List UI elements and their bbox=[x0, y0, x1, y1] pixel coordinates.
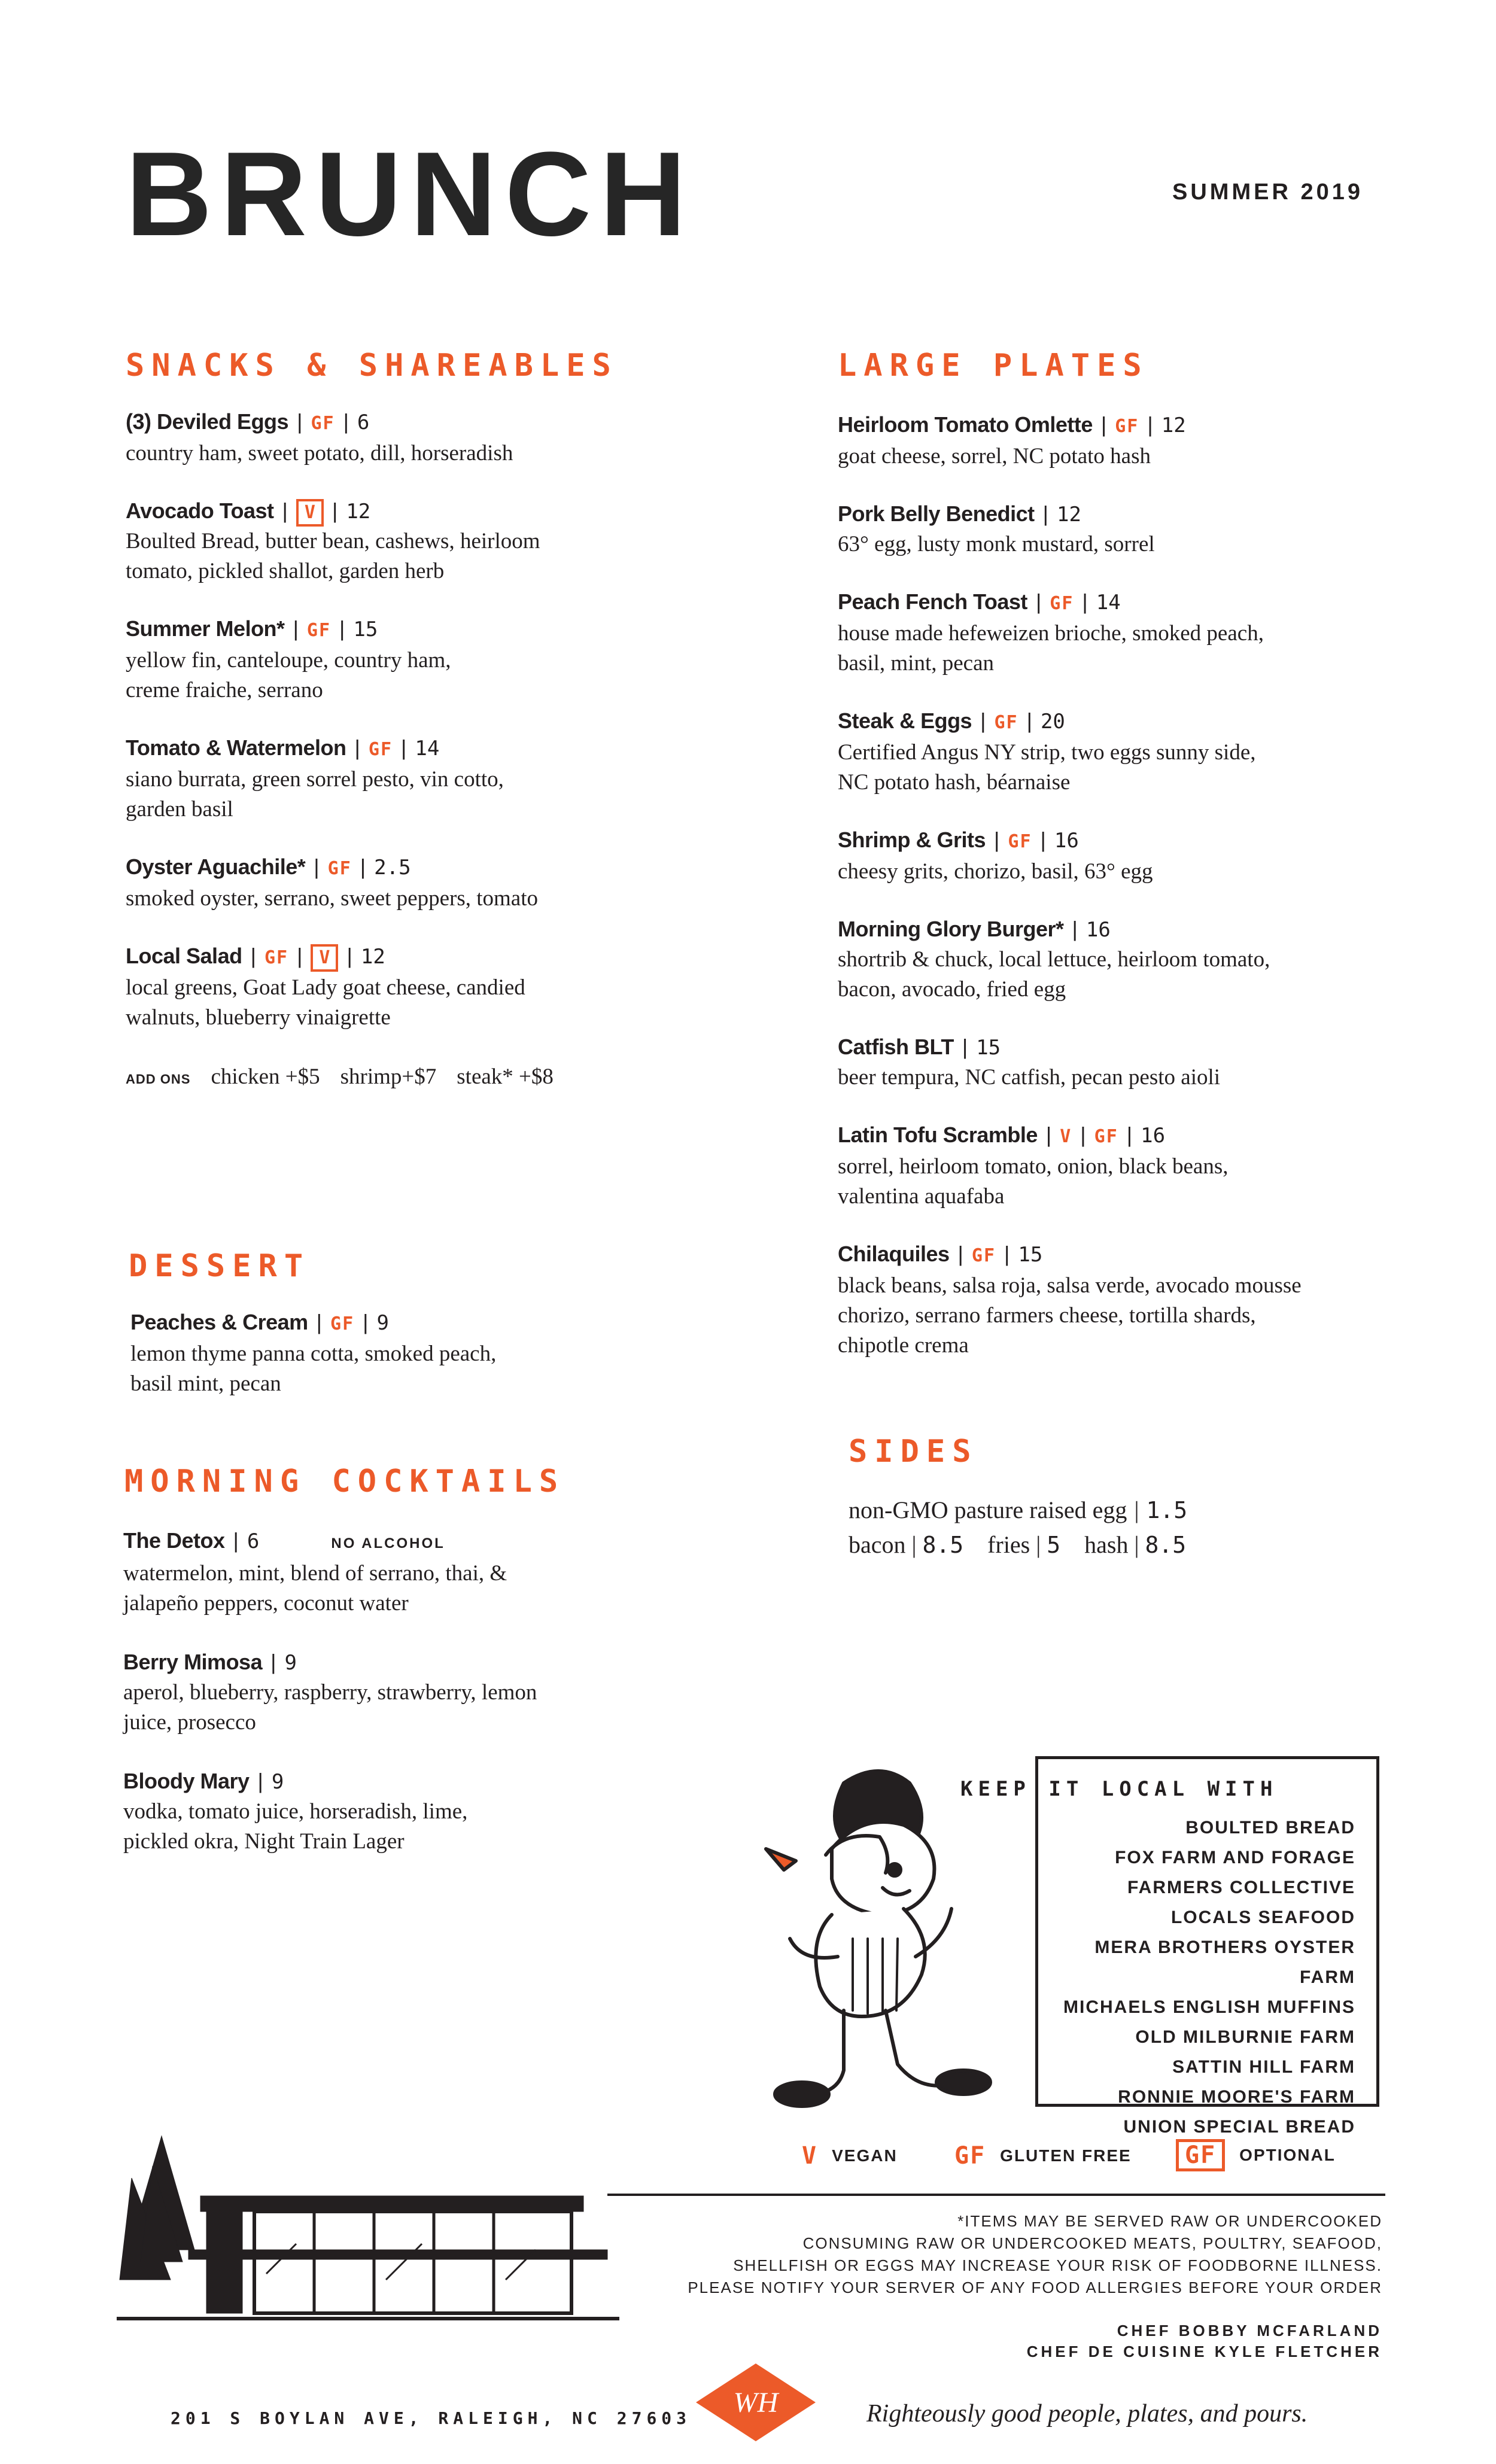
menu-item-header bbox=[123, 1766, 770, 1797]
menu-item-separator: | bbox=[1042, 501, 1048, 526]
side-label: hash bbox=[1084, 1531, 1129, 1558]
menu-item-price: 14 bbox=[415, 737, 440, 761]
menu-item bbox=[838, 1032, 1436, 1093]
menu-item-description: jalapeño peppers, coconut water bbox=[123, 1591, 409, 1616]
menu-item-description: watermelon, mint, blend of serrano, thai, & bbox=[123, 1561, 507, 1586]
optional-dietary-tag: V bbox=[296, 499, 324, 527]
dietary-tag: GF bbox=[306, 620, 332, 641]
side-label: bacon bbox=[849, 1531, 906, 1558]
menu-title: BRUNCH bbox=[126, 127, 695, 261]
menu-item-description: bacon, avocado, fried egg bbox=[838, 977, 1066, 1002]
menu-item-description: lemon thyme panna cotta, smoked peach, bbox=[130, 1341, 497, 1366]
menu-item-separator: | bbox=[282, 498, 288, 523]
side-egg-label: non-GMO pasture raised egg bbox=[849, 1496, 1127, 1523]
menu-item-description: sorrel, heirloom tomato, onion, black beans, bbox=[838, 1154, 1229, 1179]
menu-item bbox=[126, 941, 772, 1033]
chef-credits bbox=[1027, 2320, 1382, 2362]
menu-item-name: Catfish BLT bbox=[838, 1035, 954, 1059]
menu-item-separator: | bbox=[363, 1310, 369, 1334]
menu-item-name: Peach Fench Toast bbox=[838, 589, 1027, 614]
menu-item bbox=[123, 1526, 770, 1619]
menu-item-name: Chilaquiles bbox=[838, 1242, 950, 1266]
menu-item-description: valentina aquafaba bbox=[838, 1184, 1005, 1209]
menu-item-name: Local Salad bbox=[126, 944, 242, 968]
disclaimer-line: PLEASE NOTIFY YOUR SERVER OF ANY FOOD ALLERGIES BEFORE YOUR ORDER bbox=[688, 2279, 1382, 2296]
menu-item-description: Boulted Bread, butter bean, cashews, heirloom bbox=[126, 529, 540, 553]
local-partner: LOCALS SEAFOOD bbox=[1170, 1908, 1355, 1927]
menu-item bbox=[838, 587, 1436, 679]
section-heading-dessert: DESSERT bbox=[129, 1248, 311, 1284]
dietary-tag: V bbox=[1060, 1126, 1072, 1147]
menu-item-price: 12 bbox=[1161, 413, 1186, 437]
menu-item-name: Latin Tofu Scramble bbox=[838, 1123, 1038, 1147]
menu-item-separator: | bbox=[360, 854, 366, 879]
dessert-list bbox=[130, 1307, 777, 1428]
menu-item-separator: | bbox=[297, 409, 303, 434]
menu-item-name: Avocado Toast bbox=[126, 498, 274, 523]
disclaimer-line: SHELLFISH OR EGGS MAY INCREASE YOUR RISK OF FOODBORNE ILLNESS. bbox=[733, 2256, 1382, 2274]
add-ons-label: ADD ONS bbox=[126, 1072, 191, 1087]
menu-item-price: 20 bbox=[1040, 710, 1065, 734]
local-partner: BOULTED BREAD bbox=[1185, 1818, 1355, 1838]
menu-item-separator: | bbox=[233, 1528, 239, 1553]
season-label: SUMMER 2019 bbox=[1172, 180, 1363, 205]
menu-item-price: 16 bbox=[1054, 829, 1079, 853]
menu-item-description: country ham, sweet potato, dill, horseradish bbox=[126, 441, 513, 466]
menu-item-header bbox=[838, 825, 1436, 857]
menu-item bbox=[123, 1647, 770, 1738]
menu-item-separator: | bbox=[1026, 708, 1032, 733]
chef-name: CHEF BOBBY MCFARLAND bbox=[1117, 2322, 1382, 2340]
side-price: 8.5 bbox=[1145, 1532, 1187, 1558]
menu-item-description: chorizo, serrano farmers cheese, tortilla shards, bbox=[838, 1303, 1256, 1328]
dietary-tag: GF bbox=[327, 858, 352, 879]
add-ons-row bbox=[126, 1061, 772, 1094]
menu-item-price: 16 bbox=[1085, 918, 1111, 942]
menu-item-name: Peaches & Cream bbox=[130, 1310, 308, 1334]
menu-item-separator: | bbox=[346, 944, 352, 968]
menu-item-description: 63° egg, lusty monk mustard, sorrel bbox=[838, 532, 1155, 556]
menu-item-price: 6 bbox=[357, 410, 370, 434]
menu-item-description: house made hefeweizen brioche, smoked peach, bbox=[838, 621, 1264, 646]
menu-item bbox=[838, 1120, 1436, 1212]
menu-item-description: basil, mint, pecan bbox=[838, 651, 994, 676]
menu-item-description: siano burrata, green sorrel pesto, vin cotto, bbox=[126, 767, 504, 792]
large-plates-list bbox=[838, 410, 1436, 1389]
menu-item-separator: | bbox=[343, 409, 349, 434]
menu-item-name: Bloody Mary bbox=[123, 1769, 250, 1793]
running-chef-mascot-illustration bbox=[742, 1759, 1029, 2112]
menu-item-price: 14 bbox=[1096, 591, 1121, 615]
side-egg bbox=[849, 1493, 1447, 1528]
menu-item bbox=[126, 733, 772, 825]
menu-item-description: creme fraiche, serrano bbox=[126, 678, 323, 702]
menu-item-description: cheesy grits, chorizo, basil, 63° egg bbox=[838, 859, 1153, 884]
menu-item-separator: | bbox=[962, 1035, 968, 1059]
menu-item-name: Morning Glory Burger* bbox=[838, 917, 1064, 941]
local-partners-heading: KEEP IT LOCAL WITH bbox=[960, 1777, 1278, 1801]
dietary-tag: GF bbox=[1094, 1126, 1118, 1147]
side-price: 8.5 bbox=[922, 1532, 964, 1558]
menu-item-name: Pork Belly Benedict bbox=[838, 501, 1035, 526]
menu-item-description: local greens, Goat Lady goat cheese, candied bbox=[126, 975, 525, 1000]
menu-item-description: basil mint, pecan bbox=[130, 1371, 281, 1396]
menu-item bbox=[838, 1239, 1436, 1361]
menu-item bbox=[126, 614, 772, 705]
menu-item-header bbox=[123, 1647, 770, 1678]
menu-item-price: 12 bbox=[346, 500, 371, 524]
local-partner: UNION SPECIAL BREAD bbox=[1123, 2117, 1355, 2137]
menu-item-name: (3) Deviled Eggs bbox=[126, 409, 289, 434]
side-separator: | bbox=[905, 1531, 923, 1558]
menu-item bbox=[838, 706, 1436, 798]
menu-item-separator: | bbox=[297, 944, 303, 968]
menu-item-separator: | bbox=[257, 1769, 263, 1793]
menu-item-separator: | bbox=[332, 498, 338, 523]
menu-item-separator: | bbox=[980, 708, 986, 733]
menu-item-price: 9 bbox=[271, 1770, 284, 1794]
dietary-tag: GF bbox=[1115, 416, 1139, 437]
menu-item bbox=[126, 496, 772, 586]
menu-item-name: The Detox bbox=[123, 1528, 225, 1553]
dietary-tag: GF bbox=[368, 739, 393, 760]
dietary-tag: GF bbox=[1050, 593, 1074, 614]
local-partner: OLD MILBURNIE FARM bbox=[1135, 2027, 1355, 2047]
menu-item-description: tomato, pickled shallot, garden herb bbox=[126, 559, 445, 583]
menu-item-description: smoked oyster, serrano, sweet peppers, tomato bbox=[126, 886, 538, 911]
legend-optional bbox=[1176, 2139, 1336, 2171]
dietary-tag: GF bbox=[311, 413, 335, 434]
menu-item-description: juice, prosecco bbox=[123, 1710, 256, 1735]
side-price: 5 bbox=[1047, 1532, 1061, 1558]
menu-item-header bbox=[130, 1307, 777, 1339]
side-separator: | bbox=[1128, 1531, 1145, 1558]
menu-item-separator: | bbox=[1082, 589, 1088, 614]
section-heading-large-plates: LARGE PLATES bbox=[838, 348, 1149, 384]
menu-item-price: 9 bbox=[284, 1651, 297, 1675]
menu-item-header bbox=[838, 914, 1436, 945]
menu-item-separator: | bbox=[1126, 1123, 1133, 1147]
raw-food-disclaimer bbox=[688, 2210, 1382, 2299]
menu-item-separator: | bbox=[1072, 917, 1078, 941]
menu-item-description: vodka, tomato juice, horseradish, lime, bbox=[123, 1799, 468, 1824]
menu-item-description: beer tempura, NC catfish, pecan pesto aioli bbox=[838, 1065, 1221, 1090]
local-partner: FARMERS COLLECTIVE bbox=[1127, 1878, 1355, 1897]
menu-item-header bbox=[838, 587, 1436, 619]
menu-item-name: Heirloom Tomato Omlette bbox=[838, 412, 1093, 437]
dietary-tag: GF bbox=[330, 1313, 355, 1334]
restaurant-address: 201 S BOYLAN AVE, RALEIGH, NC 27603 bbox=[171, 2408, 692, 2428]
section-heading-cocktails: MORNING COCKTAILS bbox=[124, 1464, 565, 1499]
restaurant-tagline: Righteously good people, plates, and pours. bbox=[866, 2400, 1308, 2428]
disclaimer-line: CONSUMING RAW OR UNDERCOOKED MEATS, POULTRY, SEAFOOD, bbox=[802, 2234, 1382, 2252]
menu-item bbox=[838, 499, 1436, 559]
snacks-list bbox=[126, 407, 772, 1094]
menu-item-description: black beans, salsa roja, salsa verde, avocado mousse bbox=[838, 1273, 1302, 1298]
dietary-tag: GF bbox=[264, 947, 289, 968]
menu-item-description: walnuts, blueberry vinaigrette bbox=[126, 1005, 391, 1030]
menu-item-price: 12 bbox=[1056, 503, 1081, 527]
menu-item-price: 15 bbox=[353, 617, 378, 641]
wh-logo-text: WH bbox=[733, 2387, 779, 2419]
local-partner: MICHAELS ENGLISH MUFFINS bbox=[1063, 1997, 1355, 2017]
menu-item-description: yellow fin, canteloupe, country ham, bbox=[126, 648, 451, 673]
menu-item-note: NO ALCOHOL bbox=[331, 1535, 445, 1552]
add-on-option: shrimp+$7 bbox=[340, 1064, 437, 1089]
menu-item-price: 16 bbox=[1141, 1124, 1166, 1148]
menu-item-price: 15 bbox=[1018, 1243, 1043, 1267]
wh-logo-icon bbox=[693, 2360, 819, 2444]
menu-item-separator: | bbox=[957, 1242, 963, 1266]
side-separator: | bbox=[1030, 1531, 1047, 1558]
menu-item-separator: | bbox=[1004, 1242, 1010, 1266]
menu-item bbox=[126, 852, 772, 914]
menu-item-description: NC potato hash, béarnaise bbox=[838, 770, 1071, 795]
cocktails-list bbox=[123, 1526, 770, 1885]
optional-label: OPTIONAL bbox=[1239, 2146, 1336, 2164]
side-separator: | bbox=[1134, 1496, 1139, 1523]
sides-list bbox=[849, 1493, 1447, 1562]
side-egg-price: 1.5 bbox=[1146, 1497, 1188, 1523]
menu-item-separator: | bbox=[293, 616, 299, 641]
menu-item-header bbox=[126, 852, 772, 884]
menu-item-separator: | bbox=[354, 735, 360, 760]
local-partner: FOX FARM AND FORAGE bbox=[1115, 1848, 1355, 1867]
menu-item-separator: | bbox=[1100, 412, 1107, 437]
footer-divider bbox=[607, 2194, 1385, 2196]
menu-item-header bbox=[838, 499, 1436, 530]
menu-item-name: Tomato & Watermelon bbox=[126, 735, 346, 760]
menu-item bbox=[838, 825, 1436, 887]
menu-item-description: chipotle crema bbox=[838, 1333, 969, 1358]
menu-item-header bbox=[838, 1120, 1436, 1152]
menu-item-header bbox=[126, 407, 772, 439]
side-label: fries bbox=[987, 1531, 1030, 1558]
legend-vegan bbox=[802, 2142, 898, 2170]
local-partners-list bbox=[1038, 1813, 1355, 2142]
menu-item-header bbox=[838, 1239, 1436, 1271]
menu-item-description: aperol, blueberry, raspberry, strawberry, lemon bbox=[123, 1680, 537, 1705]
menu-item-description: goat cheese, sorrel, NC potato hash bbox=[838, 444, 1151, 469]
menu-item-separator: | bbox=[401, 735, 407, 760]
menu-item bbox=[123, 1766, 770, 1857]
vegan-mark: V bbox=[802, 2142, 818, 2170]
menu-item-header bbox=[838, 1032, 1436, 1063]
menu-item-separator: | bbox=[314, 854, 320, 879]
add-on-option: chicken +$5 bbox=[211, 1064, 320, 1089]
menu-item-name: Shrimp & Grits bbox=[838, 828, 986, 852]
menu-item-header bbox=[838, 706, 1436, 738]
add-on-option: steak* +$8 bbox=[457, 1064, 554, 1089]
menu-item-header bbox=[126, 941, 772, 973]
legend-gluten-free bbox=[954, 2142, 1132, 2170]
menu-item-header bbox=[838, 410, 1436, 442]
optional-mark: GF bbox=[1176, 2139, 1225, 2171]
disclaimer-line: *ITEMS MAY BE SERVED RAW OR UNDERCOOKED bbox=[957, 2212, 1382, 2230]
menu-item bbox=[838, 914, 1436, 1005]
menu-item-separator: | bbox=[316, 1310, 323, 1334]
local-partner: MERA BROTHERS OYSTER FARM bbox=[1094, 1937, 1355, 1987]
local-partner: RONNIE MOORE'S FARM bbox=[1118, 2087, 1355, 2107]
gluten-free-label: GLUTEN FREE bbox=[1000, 2146, 1132, 2165]
restaurant-building-illustration bbox=[117, 2130, 625, 2340]
section-heading-sides: SIDES bbox=[849, 1434, 978, 1470]
optional-dietary-tag: V bbox=[311, 944, 338, 972]
menu-item-separator: | bbox=[1080, 1123, 1086, 1147]
menu-item-description: Certified Angus NY strip, two eggs sunny side, bbox=[838, 740, 1256, 765]
local-partner: SATTIN HILL FARM bbox=[1172, 2057, 1355, 2077]
menu-item-separator: | bbox=[994, 828, 1000, 852]
menu-item-description: pickled okra, Night Train Lager bbox=[123, 1829, 405, 1854]
vegan-label: VEGAN bbox=[832, 2146, 898, 2165]
menu-item-header bbox=[126, 614, 772, 646]
menu-item-name: Summer Melon* bbox=[126, 616, 285, 641]
side-row bbox=[849, 1528, 1447, 1562]
menu-item-separator: | bbox=[1147, 412, 1153, 437]
local-partners-box bbox=[960, 1756, 1379, 2137]
menu-item-separator: | bbox=[1045, 1123, 1052, 1147]
menu-item-separator: | bbox=[1035, 589, 1042, 614]
menu-item-price: 12 bbox=[360, 945, 385, 969]
gluten-free-mark: GF bbox=[954, 2142, 986, 2170]
menu-item bbox=[130, 1307, 777, 1399]
menu-item-name: Oyster Aguachile* bbox=[126, 854, 306, 879]
section-heading-snacks: SNACKS & SHAREABLES bbox=[126, 348, 618, 384]
menu-item-description: garden basil bbox=[126, 797, 233, 822]
chef-name: CHEF DE CUISINE KYLE FLETCHER bbox=[1026, 2343, 1382, 2360]
dietary-tag: GF bbox=[994, 712, 1018, 733]
dietary-tag: GF bbox=[1008, 831, 1032, 852]
menu-item-name: Steak & Eggs bbox=[838, 708, 972, 733]
menu-item-price: 2.5 bbox=[374, 856, 411, 880]
menu-item-price: 6 bbox=[247, 1529, 260, 1553]
menu-item-header bbox=[126, 496, 772, 527]
menu-item-separator: | bbox=[1040, 828, 1046, 852]
menu-item-separator: | bbox=[270, 1650, 276, 1674]
menu-item-description: shortrib & chuck, local lettuce, heirloom tomato, bbox=[838, 947, 1270, 972]
menu-item-header bbox=[126, 733, 772, 765]
menu-item bbox=[838, 410, 1436, 471]
menu-item-separator: | bbox=[339, 616, 345, 641]
dietary-tag: GF bbox=[971, 1245, 996, 1266]
menu-item-name: Berry Mimosa bbox=[123, 1650, 263, 1674]
menu-item-header bbox=[123, 1526, 770, 1559]
menu-item-separator: | bbox=[250, 944, 256, 968]
menu-item-price: 9 bbox=[376, 1311, 389, 1335]
menu-item bbox=[126, 407, 772, 469]
menu-item-price: 15 bbox=[976, 1036, 1001, 1060]
